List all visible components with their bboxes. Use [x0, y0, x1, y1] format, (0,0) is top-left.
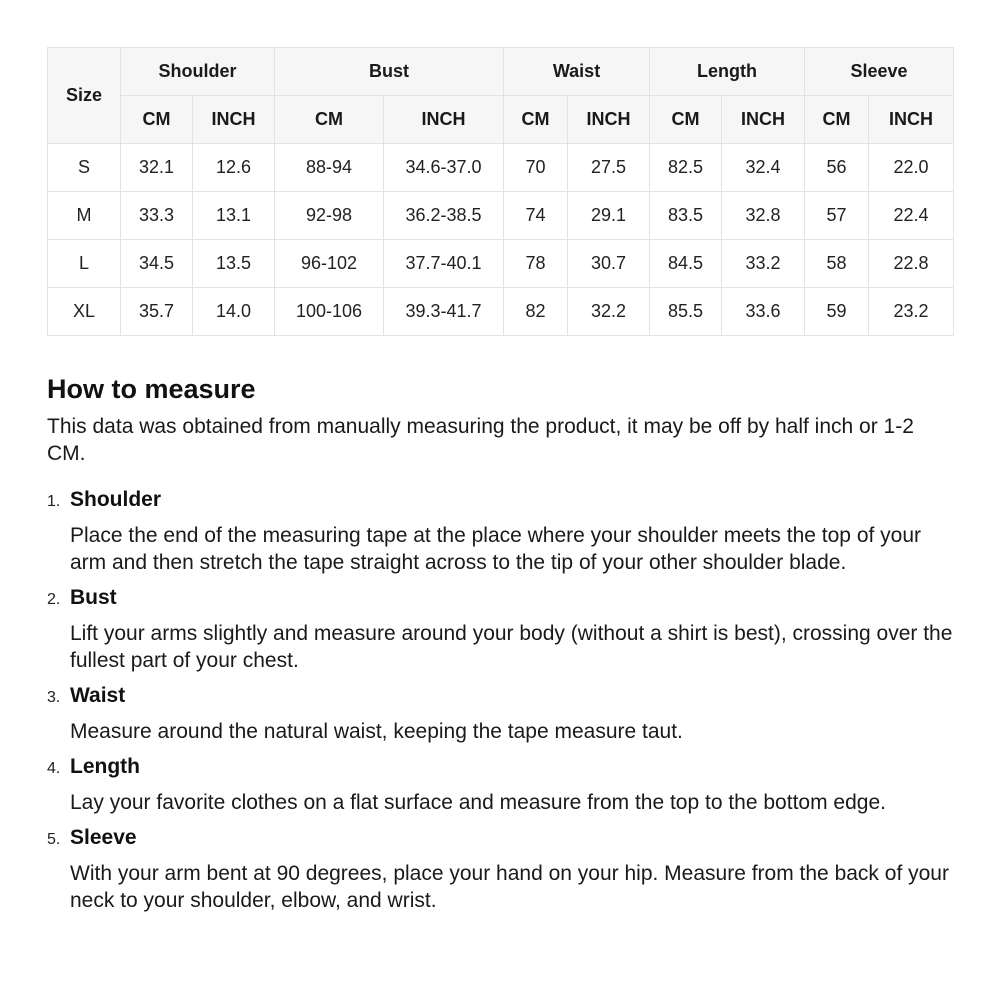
- step-title: Shoulder: [70, 488, 162, 511]
- size-cell: XL: [48, 288, 121, 336]
- table-cell: 35.7: [121, 288, 193, 336]
- table-header-row-units: [48, 96, 954, 144]
- table-cell: 83.5: [650, 192, 722, 240]
- table-cell: 22.4: [869, 192, 954, 240]
- measure-steps-list: [47, 487, 957, 914]
- table-cell: 23.2: [869, 288, 954, 336]
- table-cell: 13.5: [193, 240, 275, 288]
- unit-header: INCH: [568, 96, 650, 144]
- step-description: Place the end of the measuring tape at the place where your shoulder meets the top of your arm and then stretch the tape straight across to the tip of your other shoulder blade.: [70, 524, 922, 574]
- step-description: Lift your arms slightly and measure around your body (without a shirt is best), crossing over the fullest part of your chest.: [70, 622, 953, 672]
- measure-step-sleeve: [47, 825, 957, 914]
- unit-header: INCH: [722, 96, 805, 144]
- bust-header: Bust: [275, 48, 504, 96]
- table-cell: 85.5: [650, 288, 722, 336]
- step-title: Bust: [70, 586, 117, 609]
- table-cell: 57: [805, 192, 869, 240]
- table-row: [48, 192, 954, 240]
- table-cell: 14.0: [193, 288, 275, 336]
- table-cell: 33.2: [722, 240, 805, 288]
- measure-step-bust: [47, 585, 957, 674]
- unit-header: CM: [275, 96, 384, 144]
- table-cell: 29.1: [568, 192, 650, 240]
- step-number: 4.: [47, 760, 61, 777]
- table-cell: 39.3-41.7: [384, 288, 504, 336]
- step-number: 1.: [47, 493, 61, 510]
- measure-intro-text: This data was obtained from manually measuring the product, it may be off by half inch or 1-2 CM.: [47, 415, 914, 465]
- table-header-row-groups: [48, 48, 954, 96]
- unit-header: CM: [504, 96, 568, 144]
- shoulder-header: Shoulder: [121, 48, 275, 96]
- measure-step-waist: [47, 683, 957, 745]
- table-cell: 34.6-37.0: [384, 144, 504, 192]
- table-cell: 22.8: [869, 240, 954, 288]
- table-cell: 33.6: [722, 288, 805, 336]
- sleeve-header: Sleeve: [805, 48, 954, 96]
- table-row: [48, 288, 954, 336]
- step-description: Lay your favorite clothes on a flat surface and measure from the top to the bottom edge.: [70, 791, 886, 814]
- how-to-measure-heading: How to measure: [47, 374, 256, 404]
- unit-header: INCH: [193, 96, 275, 144]
- size-table: [47, 47, 954, 336]
- step-title: Length: [70, 755, 140, 778]
- unit-header: INCH: [869, 96, 954, 144]
- table-cell: 78: [504, 240, 568, 288]
- table-cell: 36.2-38.5: [384, 192, 504, 240]
- waist-header: Waist: [504, 48, 650, 96]
- table-cell: 92-98: [275, 192, 384, 240]
- table-cell: 37.7-40.1: [384, 240, 504, 288]
- step-title: Waist: [70, 684, 126, 707]
- measure-step-length: [47, 754, 957, 816]
- measure-step-shoulder: [47, 487, 957, 576]
- step-description: Measure around the natural waist, keeping the tape measure taut.: [70, 720, 683, 743]
- table-cell: 100-106: [275, 288, 384, 336]
- table-cell: 32.8: [722, 192, 805, 240]
- how-to-measure-section: [47, 371, 957, 923]
- table-cell: 32.1: [121, 144, 193, 192]
- table-cell: 82: [504, 288, 568, 336]
- unit-header: CM: [805, 96, 869, 144]
- size-cell: L: [48, 240, 121, 288]
- table-cell: 32.4: [722, 144, 805, 192]
- size-cell: S: [48, 144, 121, 192]
- table-cell: 34.5: [121, 240, 193, 288]
- length-header: Length: [650, 48, 805, 96]
- step-number: 5.: [47, 831, 61, 848]
- table-cell: 88-94: [275, 144, 384, 192]
- unit-header: CM: [121, 96, 193, 144]
- table-cell: 22.0: [869, 144, 954, 192]
- size-header: Size: [48, 48, 121, 144]
- table-cell: 84.5: [650, 240, 722, 288]
- table-cell: 33.3: [121, 192, 193, 240]
- step-number: 2.: [47, 591, 61, 608]
- table-cell: 58: [805, 240, 869, 288]
- table-cell: 27.5: [568, 144, 650, 192]
- table-cell: 56: [805, 144, 869, 192]
- table-cell: 96-102: [275, 240, 384, 288]
- size-cell: M: [48, 192, 121, 240]
- table-cell: 74: [504, 192, 568, 240]
- table-cell: 12.6: [193, 144, 275, 192]
- table-cell: 59: [805, 288, 869, 336]
- table-row: [48, 240, 954, 288]
- table-row: [48, 144, 954, 192]
- step-number: 3.: [47, 689, 61, 706]
- table-cell: 70: [504, 144, 568, 192]
- unit-header: INCH: [384, 96, 504, 144]
- unit-header: CM: [650, 96, 722, 144]
- table-cell: 32.2: [568, 288, 650, 336]
- step-description: With your arm bent at 90 degrees, place your hand on your hip. Measure from the back of your neck to your shoulder, elbow, and wrist.: [70, 862, 949, 912]
- table-cell: 82.5: [650, 144, 722, 192]
- table-cell: 13.1: [193, 192, 275, 240]
- step-title: Sleeve: [70, 826, 137, 849]
- table-cell: 30.7: [568, 240, 650, 288]
